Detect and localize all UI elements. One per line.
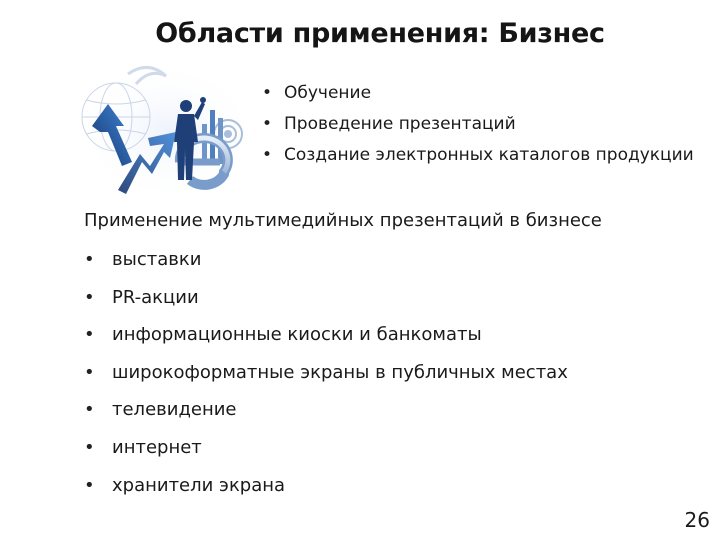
bullet-icon: •: [262, 114, 273, 134]
list-item-text: хранители экрана: [112, 474, 286, 496]
bullet-icon: •: [262, 83, 273, 103]
bullet-icon: •: [84, 324, 95, 346]
section-subheading: Применение мультимедийных презентаций в бизнесе: [84, 210, 602, 231]
list-item: [262, 140, 694, 171]
bullet-icon: •: [84, 286, 95, 308]
list-item: [84, 391, 568, 429]
bullet-icon: •: [84, 361, 95, 383]
bullet-icon: •: [84, 249, 95, 270]
bullet-icon: •: [84, 436, 95, 458]
list-item-text: Обучение: [284, 83, 372, 103]
business-growth-e-icon: [78, 62, 258, 202]
list-item: [84, 354, 568, 392]
top-bullet-list: [262, 78, 694, 171]
list-item-text: информационные киоски и банкоматы: [112, 324, 482, 346]
list-item-text: выставки: [112, 249, 202, 270]
main-bullet-list: [84, 241, 568, 504]
list-item-text: интернет: [112, 436, 202, 458]
list-item-text: телевидение: [112, 399, 237, 421]
list-item: [262, 109, 694, 140]
list-item: [84, 467, 568, 505]
list-item-text: Создание электронных каталогов продукции: [284, 145, 694, 165]
bullet-icon: •: [84, 474, 95, 496]
list-item-text: широкоформатные экраны в публичных местах: [112, 361, 568, 383]
list-item: [262, 78, 694, 109]
bullet-icon: •: [262, 145, 273, 165]
list-item-text: Проведение презентаций: [284, 114, 516, 134]
list-item: [84, 241, 568, 279]
list-item: [84, 316, 568, 354]
list-item: [84, 279, 568, 317]
list-item: [84, 429, 568, 467]
bullet-icon: •: [84, 399, 95, 421]
list-item-text: PR-акции: [112, 286, 199, 308]
slide-title: Области применения: Бизнес: [155, 18, 605, 49]
page-number: 26: [684, 508, 710, 532]
